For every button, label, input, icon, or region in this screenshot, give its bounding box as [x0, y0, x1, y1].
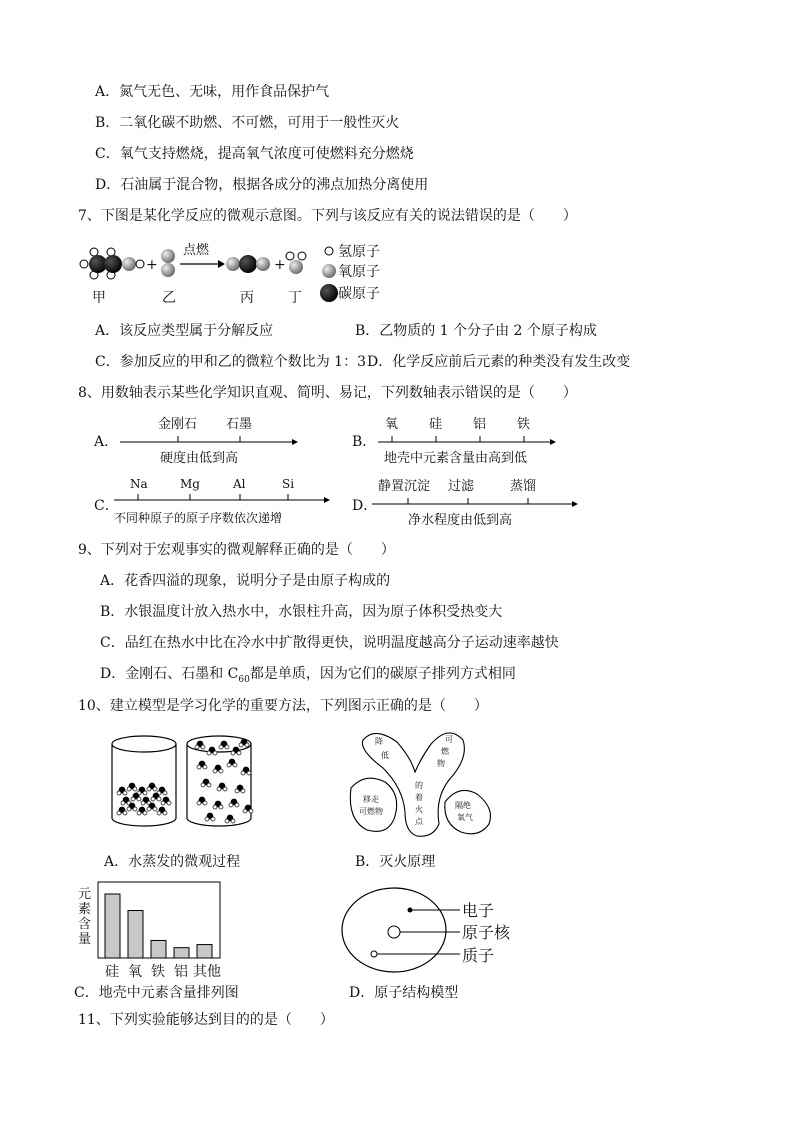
svg-text:着: 着 — [415, 793, 423, 802]
water-molecule-atom — [227, 763, 231, 767]
water-molecule-atom — [249, 809, 253, 813]
q10-option-a: A．水蒸发的微观过程 — [104, 854, 241, 870]
q8-a-tick-1: 石墨 — [226, 417, 253, 432]
molecule-jia — [80, 248, 144, 279]
water-molecule-atom — [241, 771, 245, 775]
water-molecule-atom — [223, 787, 227, 791]
q8-d-tick-2: 蒸馏 — [510, 479, 537, 494]
plus-sign: + — [274, 257, 286, 273]
molecule-yi — [161, 249, 175, 277]
water-molecule-atom — [137, 797, 141, 801]
q8-b-letter: B． — [352, 434, 377, 450]
q10-c-bar-chart — [74, 880, 234, 980]
water-molecule-atom — [245, 743, 249, 747]
q8-d-letter: D． — [352, 498, 378, 514]
q8-c-tick-0: Na — [130, 477, 148, 491]
q8-number-lines — [90, 408, 710, 533]
q6-option-d: D．石油属于混合物，根据各成分的沸点加热分离使用 — [95, 177, 429, 193]
arrow-head — [218, 260, 225, 268]
q10-a-evaporation-diagram — [106, 730, 266, 830]
water-molecule-atom — [217, 787, 221, 791]
water-molecule-atom — [127, 807, 131, 811]
q8-a-letter: A． — [94, 434, 119, 450]
q8-b-caption: 地壳中元素含量由高到低 — [384, 451, 528, 466]
q11-stem: 11、下列实验能够达到目的的是（ ） — [78, 1012, 334, 1028]
fire-label-left-arm: 降 — [375, 737, 383, 746]
water-molecule-atom — [141, 801, 145, 805]
water-molecule-atom — [211, 817, 215, 821]
water-molecule-atom — [151, 797, 155, 801]
water-molecule-atom — [147, 787, 151, 791]
q8-d-tick-1: 过滤 — [448, 479, 475, 494]
chart-bar — [105, 894, 120, 958]
water-molecule-atom — [231, 819, 235, 823]
svg-text:氧气: 氧气 — [457, 813, 473, 822]
chart-category-label: 铁 — [151, 964, 165, 980]
fire-label-right-blob: 隔绝 — [455, 801, 471, 810]
q7-stem: 7、下图是某化学反应的微观示意图。下列与该反应有关的说法错误的是（ ） — [78, 208, 577, 224]
water-molecule-atom — [239, 743, 243, 747]
legend-hydrogen-icon — [325, 247, 333, 255]
water-molecule-atom — [235, 803, 239, 807]
proton-circle — [371, 951, 377, 957]
water-molecule-atom — [201, 783, 205, 787]
svg-text:量: 量 — [78, 932, 92, 947]
q8-b-tick-0: 氧 — [385, 417, 399, 432]
q8-stem: 8、用数轴表示某些化学知识直观、简明、易记，下列数轴表示错误的是（ ） — [78, 385, 577, 401]
water-molecule-atom — [207, 783, 211, 787]
water-molecule-atom — [157, 811, 161, 815]
chart-category-label: 其他 — [193, 964, 221, 980]
water-molecule-atom — [197, 801, 201, 805]
water-molecule-atom — [241, 789, 245, 793]
water-molecule-atom — [213, 805, 217, 809]
water-molecule-atom — [163, 791, 167, 795]
legend-hydrogen: 氢原子 — [338, 244, 380, 260]
water-molecule-atom — [131, 797, 135, 801]
water-molecule-atom — [161, 801, 165, 805]
water-molecule-atom — [117, 811, 121, 815]
fire-label-left-blob: 移走 — [363, 795, 379, 804]
water-molecule-atom — [121, 801, 125, 805]
water-molecule-atom — [197, 765, 201, 769]
water-molecule-atom — [205, 817, 209, 821]
q6-option-c: C．氧气支持燃烧，提高氧气浓度可使燃料充分燃烧 — [95, 146, 414, 162]
fire-label-right-arm: 可 — [445, 735, 453, 744]
water-molecule-atom — [147, 807, 151, 811]
water-molecule-atom — [123, 811, 127, 815]
q10-option-b: B．灭火原理 — [355, 854, 436, 870]
fire-label-center: 的 — [415, 781, 423, 790]
nucleus-circle — [388, 926, 400, 938]
q8-d-caption: 净水程度由低到高 — [408, 513, 513, 528]
water-molecule-atom — [219, 745, 223, 749]
svg-text:素: 素 — [78, 902, 92, 917]
q7-option-a: A．该反应类型属于分解反应 — [95, 323, 274, 339]
q7-option-c: C．参加反应的甲和乙的微粒个数比为 1：3 — [95, 354, 366, 370]
q8-c-tick-1: Mg — [180, 477, 200, 491]
svg-text:低: 低 — [381, 751, 389, 760]
water-molecule-atom — [225, 745, 229, 749]
q9-option-d: D．金刚石、石墨和 $C_{60}$都是单质，因为它们的碳原子排列方式相同 — [100, 666, 516, 685]
q9-option-b: B．水银温度计放入热水中，水银柱升高，因为原子体积受热变大 — [100, 604, 503, 620]
label-bing: 丙 — [240, 290, 254, 306]
q9-stem: 9、下列对于宏观事实的微观解释正确的是（ ） — [78, 542, 395, 558]
label-ding: 丁 — [288, 290, 302, 306]
water-molecule-atom — [219, 769, 223, 773]
water-molecule-atom — [137, 811, 141, 815]
molecule-bing — [226, 255, 270, 273]
q8-b-tick-2: 铝 — [473, 417, 487, 432]
q10-b-fire-diagram — [345, 728, 505, 843]
water-molecule-atom — [167, 801, 171, 805]
water-molecule-atom — [229, 803, 233, 807]
water-molecule-atom — [219, 805, 223, 809]
q6-option-b: B．二氧化碳不助燃、不可燃，可用于一般性灭火 — [95, 115, 400, 131]
water-molecule-atom — [233, 763, 237, 767]
q8-b-tick-1: 硅 — [429, 417, 443, 432]
water-molecule-atom — [203, 801, 207, 805]
legend-carbon-icon — [320, 284, 338, 302]
q7-option-d: D．化学反应前后元素的种类没有发生改变 — [367, 354, 631, 370]
legend-oxygen: 氧原子 — [338, 264, 380, 280]
q10-option-c: C．地壳中元素含量排列图 — [74, 985, 239, 1001]
svg-text:点: 点 — [415, 817, 423, 826]
water-molecule-atom — [117, 791, 121, 795]
q8-c-caption: 不同种原子的原子序数依次递增 — [114, 511, 283, 525]
q8-a-tick-0: 金刚石 — [158, 417, 198, 432]
water-molecule-atom — [143, 791, 147, 795]
q8-d-tick-0: 静置沉淀 — [378, 479, 431, 494]
svg-text:燃: 燃 — [441, 747, 449, 756]
water-molecule-atom — [143, 811, 147, 815]
water-molecule-atom — [153, 807, 157, 811]
q10-option-d: D．原子结构模型 — [349, 985, 459, 1001]
chart-category-label: 硅 — [105, 964, 119, 980]
svg-text:火: 火 — [415, 805, 423, 814]
molecule-ding — [286, 252, 306, 274]
atom-label-nucleus: 原子核 — [462, 923, 511, 942]
q8-c-tick-3: Si — [282, 477, 295, 491]
label-jia: 甲 — [92, 290, 106, 306]
water-molecule-atom — [231, 751, 235, 755]
water-molecule-atom — [207, 751, 211, 755]
water-molecule-atom — [127, 787, 131, 791]
water-molecule-atom — [133, 807, 137, 811]
atom-label-proton: 质子 — [462, 946, 495, 965]
chart-ylabel-0: 元 — [78, 887, 92, 902]
water-molecule-atom — [153, 787, 157, 791]
water-molecule-atom — [213, 769, 217, 773]
q7-option-b: B．乙物质的 1 个分子由 2 个原子构成 — [355, 323, 597, 339]
water-molecule-atom — [213, 751, 217, 755]
q8-b-tick-3: 铁 — [517, 417, 531, 432]
q9-option-a: A．花香四溢的现象，说明分子是由原子构成的 — [100, 573, 391, 589]
q9-option-c: C．品红在热水中比在冷水中扩散得更快，说明温度越高分子运动速率越快 — [100, 635, 559, 651]
chart-bar — [174, 948, 189, 958]
chart-bar — [197, 945, 212, 958]
q10-d-atom-model — [338, 884, 538, 974]
water-molecule-atom — [225, 819, 229, 823]
water-molecule-atom — [163, 811, 167, 815]
water-molecule-atom — [201, 745, 205, 749]
q8-c-tick-2: Al — [233, 477, 246, 491]
q10-stem: 10、建立模型是学习化学的重要方法，下列图示正确的是（ ） — [78, 698, 488, 714]
label-yi: 乙 — [162, 290, 176, 306]
chart-bar — [128, 911, 143, 958]
water-molecule-atom — [133, 787, 137, 791]
water-molecule-atom — [123, 791, 127, 795]
chart-category-label: 铝 — [174, 964, 188, 980]
legend-oxygen-icon — [322, 264, 336, 278]
chart-category-label: 氧 — [128, 964, 142, 980]
water-molecule-atom — [235, 789, 239, 793]
svg-text:含: 含 — [78, 917, 92, 932]
q8-a-caption: 硬度由低到高 — [160, 451, 239, 466]
q6-option-a: A．氮气无色、无味，用作食品保护气 — [95, 84, 330, 100]
arrow-label: 点燃 — [183, 243, 210, 258]
svg-text:可燃物: 可燃物 — [359, 807, 383, 816]
q7-reaction-diagram — [70, 238, 400, 310]
water-molecule-atom — [243, 809, 247, 813]
atom-label-electron: 电子 — [462, 901, 495, 920]
water-molecule-atom — [247, 771, 251, 775]
svg-text:物: 物 — [437, 759, 445, 768]
legend-carbon: 碳原子 — [338, 286, 380, 302]
q8-c-letter: C． — [94, 498, 119, 514]
water-molecule-atom — [237, 751, 241, 755]
water-molecule-atom — [195, 745, 199, 749]
water-molecule-atom — [157, 797, 161, 801]
water-molecule-atom — [203, 765, 207, 769]
chart-bar — [151, 940, 166, 958]
plus-sign: + — [146, 257, 158, 273]
